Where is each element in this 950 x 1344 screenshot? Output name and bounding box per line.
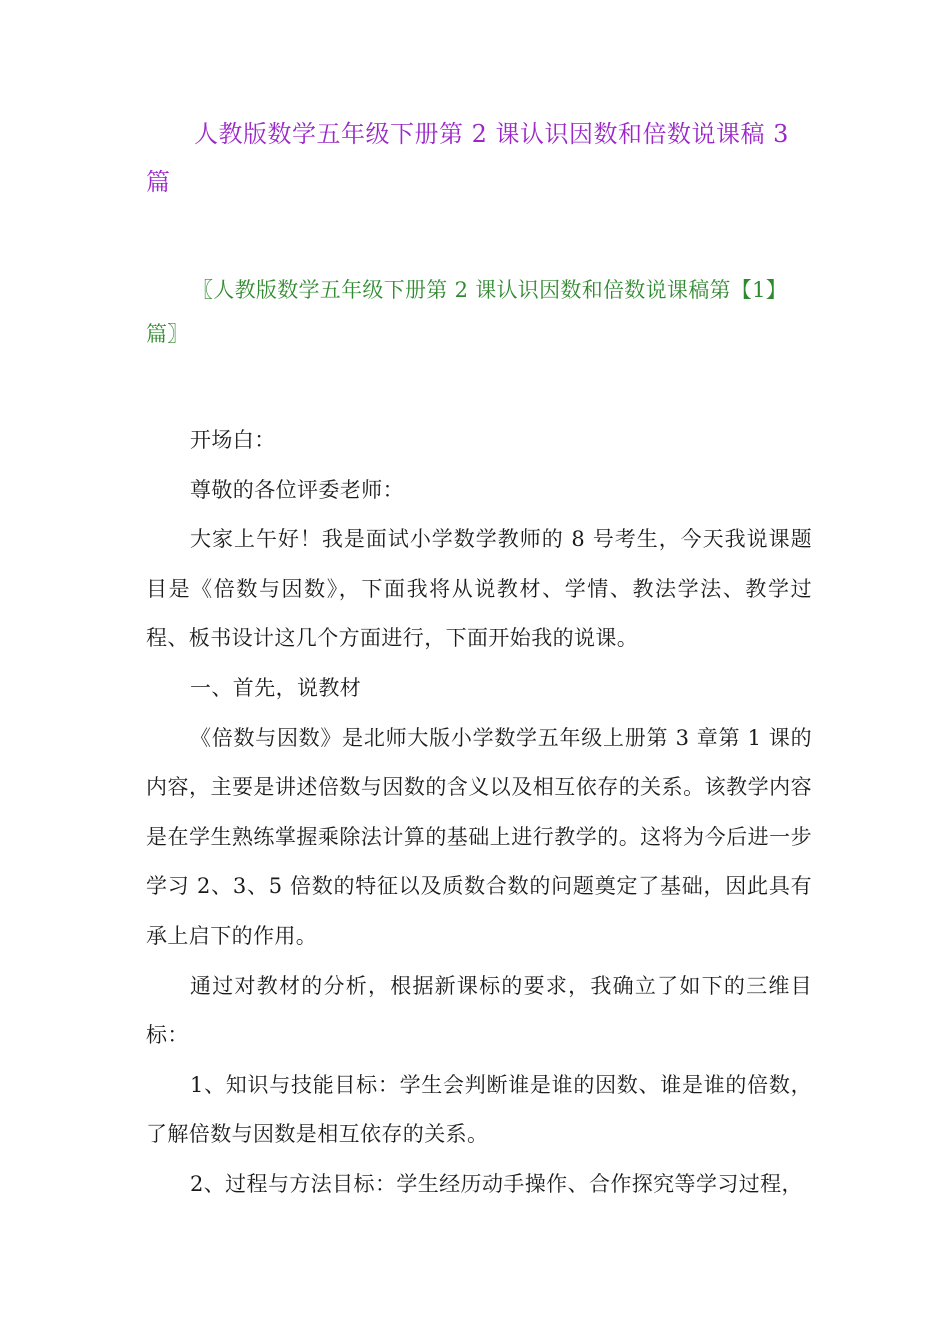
paragraph-opening: 开场白： bbox=[190, 428, 276, 452]
paragraph-objective-2: 2、过程与方法目标：学生经历动手操作、合作探究等学习过程， bbox=[190, 1171, 803, 1196]
paragraph-objective-1: 1、知识与技能目标：学生会判断谁是谁的因数、谁是谁的倍数，了解倍数与因数是相互依存的关系。 bbox=[146, 1072, 812, 1147]
document-title: 人教版数学五年级下册第 2 课认识因数和倍数说课稿 3 篇 bbox=[146, 120, 789, 196]
paragraph-objectives-intro: 通过对教材的分析，根据新课标的要求，我确立了如下的三维目标： bbox=[146, 973, 812, 1048]
paragraph-textbook-analysis: 《倍数与因数》是北师大版小学数学五年级上册第 3 章第 1 课的内容，主要是讲述倍数与因数的含义以及相互依存的关系。该教学内容是在学生熟练掌握乘除法计算的基础上进行教学的。这将为今后进一步学习 2、3、5 倍数的特征以及质数合数的问题奠定了基础，因此具有承上启下的作用。 bbox=[146, 725, 812, 948]
document-body bbox=[146, 416, 812, 1210]
section-heading: 〖人教版数学五年级下册第 2 课认识因数和倍数说课稿第【1】篇〗 bbox=[146, 278, 788, 346]
paragraph-intro: 大家上午好！我是面试小学数学教师的 8 号考生，今天我说课题目是《倍数与因数》，下面我将从说教材、学情、教法学法、教学过程、板书设计这几个方面进行，下面开始我的说课。 bbox=[146, 527, 812, 651]
paragraph-greeting: 尊敬的各位评委老师： bbox=[190, 477, 404, 502]
paragraph-section-one-heading: 一、首先，说教材 bbox=[190, 675, 362, 700]
